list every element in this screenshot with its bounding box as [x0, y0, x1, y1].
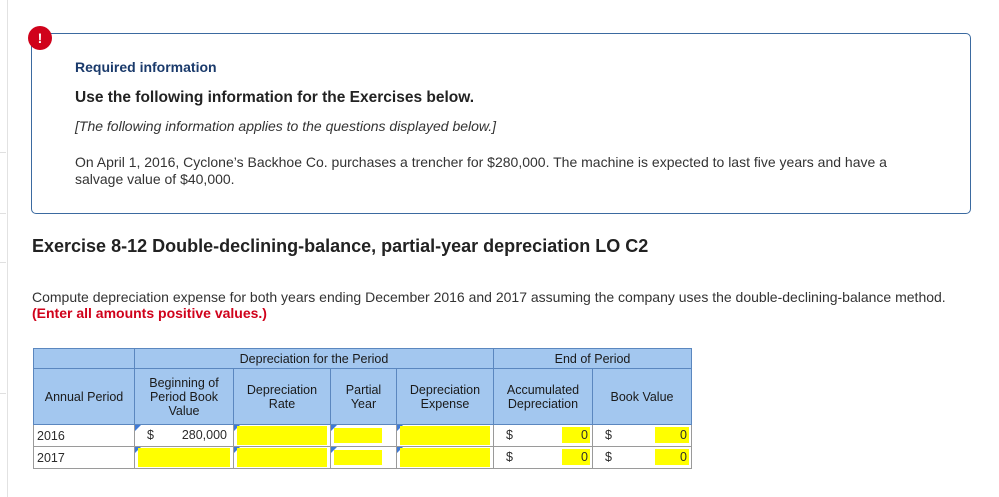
highlight-fill	[138, 448, 230, 467]
book-value: 0	[680, 450, 687, 464]
instructions-text: Compute depreciation expense for both years ending December 2016 and 2017 assuming the company uses the double-declining-balance method.	[32, 289, 946, 305]
partial-year-input[interactable]	[331, 425, 397, 447]
book-value: 0	[680, 428, 687, 442]
rail-notch	[0, 152, 6, 153]
rail-notch	[0, 213, 6, 214]
depreciation-expense-input[interactable]	[397, 447, 494, 469]
year-cell: 2017	[34, 447, 135, 469]
instructions	[32, 289, 962, 321]
depreciation-table	[33, 348, 692, 469]
header-partial-year: Partial Year	[331, 369, 397, 425]
partial-year-input[interactable]	[331, 447, 397, 469]
accumulated-depreciation-value: 0	[581, 450, 588, 464]
beginning-value-cell[interactable]	[135, 425, 234, 447]
required-info-panel	[31, 33, 971, 214]
currency-symbol: $	[605, 428, 612, 442]
book-value-cell	[593, 447, 692, 469]
rail-notch	[0, 262, 6, 263]
info-note: [The following information applies to the questions displayed below.]	[75, 118, 497, 134]
highlight-fill	[334, 428, 382, 443]
currency-symbol: $	[147, 428, 154, 442]
highlight-fill	[334, 450, 382, 465]
header-blank	[34, 349, 135, 369]
scenario-text: On April 1, 2016, Cyclone’s Backhoe Co. purchases a trencher for $280,000. The machine is expected to last five years and have a salvage value of $40,000.	[75, 154, 887, 187]
accumulated-depreciation-value-box	[562, 427, 590, 443]
header-group-end-of-period: End of Period	[494, 349, 692, 369]
header-accumulated-depreciation: Accumulated Depreciation	[494, 369, 593, 425]
depreciation-rate-input[interactable]	[234, 425, 331, 447]
accumulated-depreciation-cell	[494, 425, 593, 447]
alert-icon: !	[28, 26, 52, 50]
info-heading: Use the following information for the Exercises below.	[75, 89, 475, 106]
beginning-value-input[interactable]	[135, 447, 234, 469]
accumulated-depreciation-value: 0	[581, 428, 588, 442]
rail-notch	[0, 393, 6, 394]
highlight-fill	[400, 426, 490, 445]
header-depreciation-rate: Depreciation Rate	[234, 369, 331, 425]
header-depreciation-expense: Depreciation Expense	[397, 369, 494, 425]
highlight-fill	[237, 426, 327, 445]
accumulated-depreciation-value-box	[562, 449, 590, 465]
book-value-box	[655, 449, 689, 465]
highlight-fill	[237, 448, 327, 467]
header-beginning-book-value: Beginning of Period Book Value	[135, 369, 234, 425]
highlight-fill	[400, 448, 490, 467]
header-group-depreciation: Depreciation for the Period	[135, 349, 494, 369]
year-cell: 2016	[34, 425, 135, 447]
depreciation-rate-input[interactable]	[234, 447, 331, 469]
book-value-cell	[593, 425, 692, 447]
left-rail	[0, 0, 8, 497]
table-row	[34, 447, 692, 469]
input-marker-icon	[135, 425, 141, 431]
table-row	[34, 425, 692, 447]
instructions-emphasis: (Enter all amounts positive values.)	[32, 305, 267, 321]
currency-symbol: $	[605, 450, 612, 464]
book-value-box	[655, 427, 689, 443]
depreciation-expense-input[interactable]	[397, 425, 494, 447]
currency-symbol: $	[506, 428, 513, 442]
header-annual-period: Annual Period	[34, 369, 135, 425]
header-book-value: Book Value	[593, 369, 692, 425]
beginning-value: 280,000	[181, 428, 227, 442]
exercise-title: Exercise 8-12 Double-declining-balance, partial-year depreciation LO C2	[32, 236, 649, 256]
currency-symbol: $	[506, 450, 513, 464]
required-info-title: Required information	[75, 59, 217, 75]
accumulated-depreciation-cell	[494, 447, 593, 469]
